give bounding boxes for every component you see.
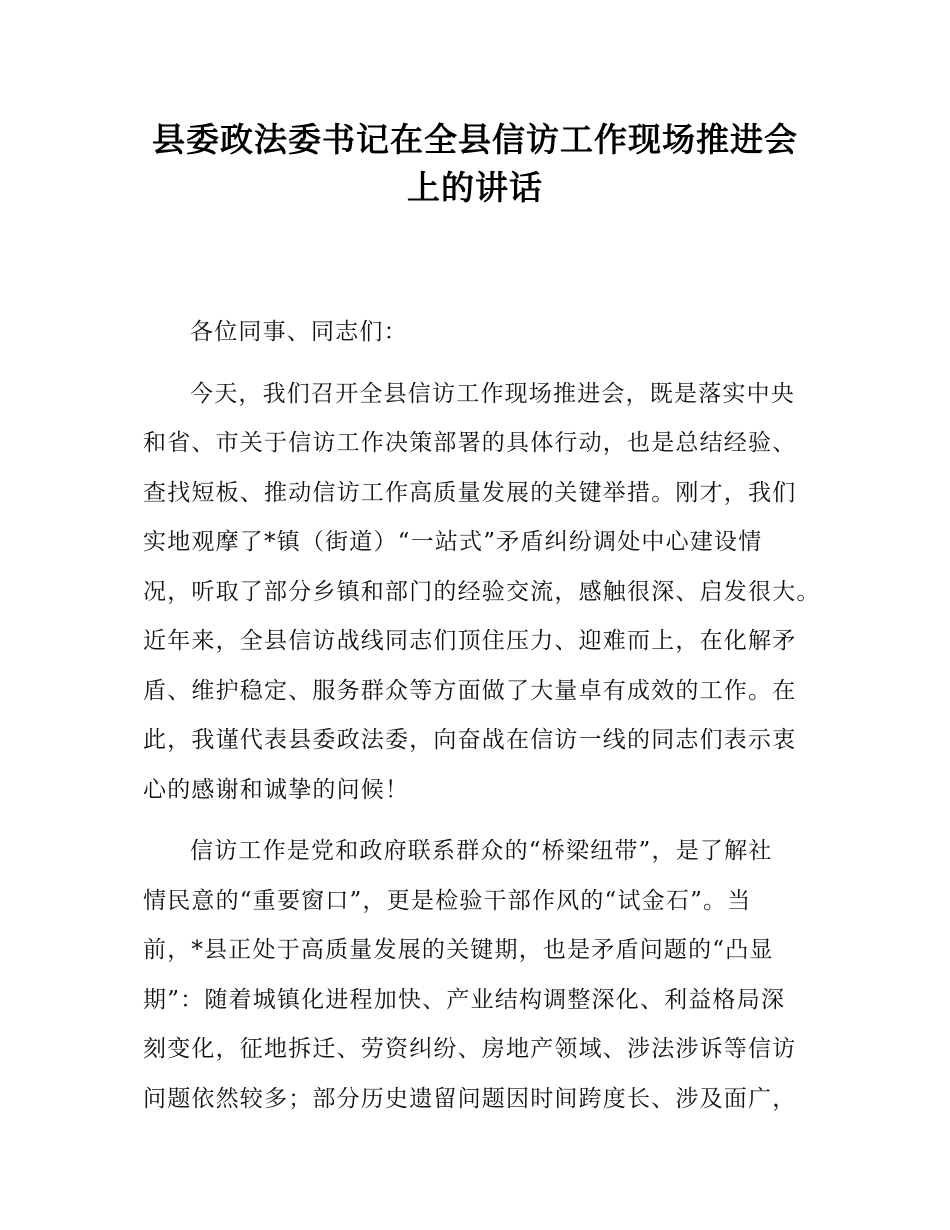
paragraph-2 (143, 827, 823, 1124)
paragraph-1-line: 况，听取了部分乡镇和部门的经验交流，感触很深、启发很大。 (143, 578, 821, 605)
paragraph-1-line: 今天，我们召开全县信访工作现场推进会，既是落实中央 (190, 380, 795, 407)
title-line-1: 县委政法委书记在全县信访工作现场推进会 (152, 120, 798, 159)
document-title (140, 116, 810, 212)
greeting-line: 各位同事、同志们： (190, 319, 408, 345)
paragraph-2-line: 期”：随着城镇化进程加快、产业结构调整深化、利益格局深 (143, 986, 786, 1013)
paragraph-1-line: 此，我谨代表县委政法委，向奋战在信访一线的同志们表示衷 (143, 727, 797, 753)
paragraph-2-line: 刻变化，征地拆迁、劳资纠纷、房地产领域、涉法涉诉等信访 (143, 1036, 797, 1062)
document-body (143, 308, 823, 1136)
paragraph-2-line: 信访工作是党和政府联系群众的“桥梁纽带”，是了解社 (190, 838, 773, 864)
paragraph-1-line: 查找短板、推动信访工作高质量发展的关键举措。刚才，我们 (143, 479, 797, 506)
paragraph-2-line: 前，*县正处于高质量发展的关键期，也是矛盾问题的“凸显 (143, 937, 774, 963)
greeting-paragraph (143, 308, 823, 358)
paragraph-2-line: 问题依然较多；部分历史遗留问题因时间跨度长、涉及面广， (143, 1085, 797, 1112)
paragraph-1-line: 实地观摩了*镇（街道）“一站式”矛盾纠纷调处中心建设情 (143, 529, 763, 555)
paragraph-1-line: 心的感谢和诚挚的问候！ (143, 776, 410, 803)
paragraph-1-line: 和省、市关于信访工作决策部署的具体行动，也是总结经验、 (143, 430, 797, 456)
paragraph-1 (143, 370, 823, 816)
paragraph-2-line: 情民意的“重要窗口”，更是检验干部作风的“试金石”。当 (143, 887, 752, 914)
paragraph-1-line: 近年来，全县信访战线同志们顶住压力、迎难而上，在化解矛 (143, 628, 797, 654)
title-line-2: 上的讲话 (407, 168, 543, 207)
paragraph-1-line: 盾、维护稳定、服务群众等方面做了大量卓有成效的工作。在 (143, 677, 797, 704)
